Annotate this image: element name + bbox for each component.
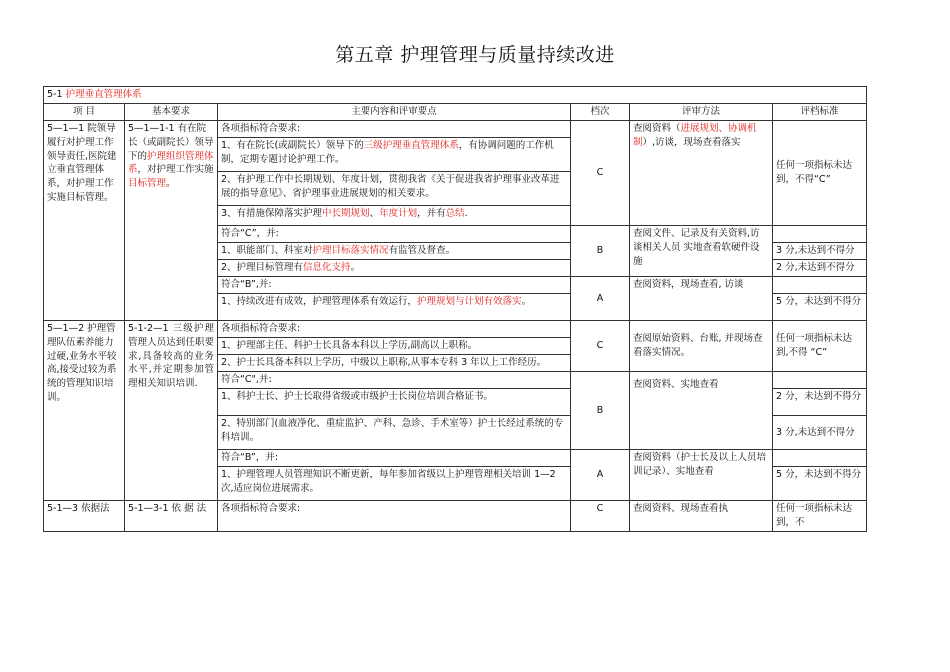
grade-cell: C bbox=[571, 501, 630, 532]
content-cell: 1、职能部门、科室对护理目标落实情况有监管及督查。 bbox=[218, 243, 571, 260]
content-cell: 2、护士长具备本科以上学历，中级以上职称,从事本专科 3 年以上工作经历。 bbox=[218, 355, 571, 372]
standard-cell: 2 分，未达到不得分 bbox=[773, 389, 867, 416]
header-item: 项 目 bbox=[44, 104, 125, 121]
standard-cell bbox=[773, 277, 867, 294]
content-cell: 3、有措施保障落实护理中长期规划、年度计划，并有总结. bbox=[218, 206, 571, 226]
section-heading bbox=[44, 87, 867, 104]
standard-cell bbox=[773, 226, 867, 243]
method-cell: 查阅资料、实地查看 bbox=[630, 372, 773, 450]
content-cell: 各项指标符合要求: bbox=[218, 501, 571, 532]
content-cell: 各项指标符合要求: bbox=[218, 121, 571, 138]
grade-cell: B bbox=[571, 372, 630, 450]
table-row bbox=[44, 501, 867, 532]
standard-cell bbox=[773, 372, 867, 389]
method-cell: 查阅资料（进展规划、协调机制）,访谈，现场查看落实 bbox=[630, 121, 773, 226]
method-cell: 查阅资料，现场查看, 访谈 bbox=[630, 277, 773, 321]
evaluation-table bbox=[43, 86, 867, 532]
grade-cell: A bbox=[571, 277, 630, 321]
section-name: 护理垂直管理体系 bbox=[65, 89, 142, 100]
requirement-cell: 5—1—1-1 有在院长（或副院长）领导下的护理组织管理体系，对护理工作实施目标管理。 bbox=[125, 121, 218, 321]
content-cell: 符合“C",并: bbox=[218, 372, 571, 389]
requirement-cell: 5-1—3-1 依 据 法 bbox=[125, 501, 218, 532]
grade-cell: B bbox=[571, 226, 630, 277]
section-code: 5-1 bbox=[47, 89, 63, 100]
content-cell: 符合“C”，并: bbox=[218, 226, 571, 243]
standard-cell: 5 分，未达到不得分 bbox=[773, 294, 867, 321]
standard-cell: 3 分,未达到不得分 bbox=[773, 416, 867, 450]
item-cell: 5—1—1 院领导履行对护理工作领导责任,医院建立垂直管理体系，对护理工作实施目标管理。 bbox=[44, 121, 125, 321]
content-cell: 符合“B”,并: bbox=[218, 277, 571, 294]
content-cell: 1、有在院长(或副院长）领导下的三级护理垂直管理体系，有协调问题的工作机制，定期专题讨论护理工作。 bbox=[218, 138, 571, 172]
page-title: 第五章 护理管理与质量持续改进 bbox=[335, 44, 615, 66]
method-cell: 查阅资料、现场查看执 bbox=[630, 501, 773, 532]
header-grade: 档次 bbox=[571, 104, 630, 121]
section-row bbox=[44, 87, 867, 104]
content-cell: 2、有护理工作中长期规划、年度计划，贯彻我省《关于促进我省护理事业改革进展的指导意见》、省护理事业进展规划的相关要求。 bbox=[218, 172, 571, 206]
grade-cell: C bbox=[571, 321, 630, 372]
item-cell: 5—1—2 护理管理队伍素养能力过硬,业务水平较高,接受过较为系统的管理知识培训。 bbox=[44, 321, 125, 501]
standard-cell: 任何一项指标未达到，不 bbox=[773, 501, 867, 532]
content-cell: 1、护理管理人员管理知识不断更新，每年参加省级以上护理管理相关培训 1—2 次,适应岗位进展需求。 bbox=[218, 467, 571, 501]
content-cell: 2、护理目标管理有信息化支持。 bbox=[218, 260, 571, 277]
header-method: 评审方法 bbox=[630, 104, 773, 121]
item-cell: 5-1—3 依据法 bbox=[44, 501, 125, 532]
content-cell: 各项指标符合要求: bbox=[218, 321, 571, 338]
content-cell: 2、特别部门(血液净化、重症监护、产科、急诊、手术室等）护士长经过系统的专科培训。 bbox=[218, 416, 571, 450]
content-cell: 1、护理部主任、科护士长具备本科以上学历,副高以上职称。 bbox=[218, 338, 571, 355]
standard-cell: 任何一项指标未达到，不得“C” bbox=[773, 121, 867, 226]
grade-cell: C bbox=[571, 121, 630, 226]
grade-cell: A bbox=[571, 450, 630, 501]
standard-cell bbox=[773, 450, 867, 467]
method-cell: 查阅资料（护士长及以上人员培训记录）、实地查看 bbox=[630, 450, 773, 501]
method-cell: 查阅原始资料、台账, 并现场查看落实情况。 bbox=[630, 321, 773, 372]
standard-cell: 任何一项指标未达到,不得 “C” bbox=[773, 321, 867, 372]
content-cell: 1、科护士长、护士长取得省级或市级护士长岗位培训合格证书。 bbox=[218, 389, 571, 416]
standard-cell: 3 分,未达到不得分 bbox=[773, 243, 867, 260]
standard-cell: 5 分，未达到不得分 bbox=[773, 467, 867, 501]
content-cell: 符合“B”，并: bbox=[218, 450, 571, 467]
table-header-row bbox=[44, 104, 867, 121]
method-cell: 查阅文件、记录及有关资料,访谈相关人员 实地查看软硬件设施 bbox=[630, 226, 773, 277]
header-main-content: 主要内容和评审要点 bbox=[218, 104, 571, 121]
header-basic-requirement: 基本要求 bbox=[125, 104, 218, 121]
standard-cell: 2 分,未达到不得分 bbox=[773, 260, 867, 277]
header-standard: 评档标准 bbox=[773, 104, 867, 121]
table-row bbox=[44, 321, 867, 338]
table-row bbox=[44, 121, 867, 138]
requirement-cell: 5-1-2—1 三级护理管理人员达到任职要求,具备较高的业务水平,并定期参加管理相关知识培训. bbox=[125, 321, 218, 501]
content-cell: 1、持续改进有成效，护理管理体系有效运行，护理规划与计划有效落实。 bbox=[218, 294, 571, 321]
